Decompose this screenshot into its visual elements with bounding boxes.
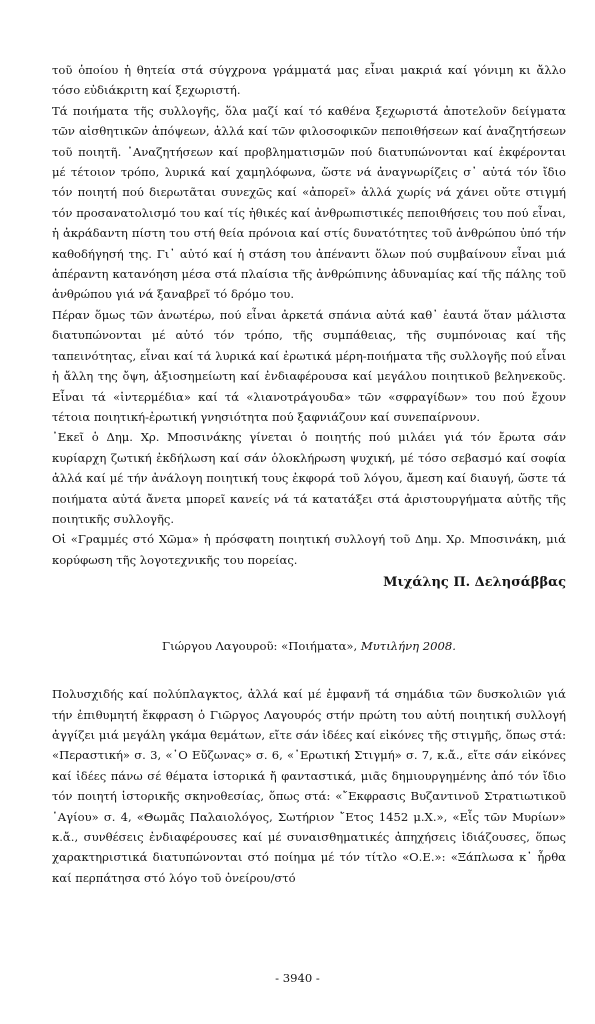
review-heading xyxy=(52,636,566,656)
reviewer-signature: Μιχάλης Π. Δελησάββας xyxy=(383,575,566,591)
paragraph-continuation: τοῦ ὁποίου ἡ θητεία στά σύγχρονα γράμματά μας εἶναι μακριά καί γόνιμη κι ἄλλο τόσο εὐδιάκριτη καί ξεχωριστή. xyxy=(52,63,566,98)
paragraph-lyrical-erotic: Πέραν ὅμως τῶν ἀνωτέρω, πού εἶναι ἀρκετά σπάνια αὐτά καθ᾿ ἑαυτά ὅταν μάλιστα διατυπώνονται μέ αὐτό τόν τρόπο, τῆς συμπάθειας, τῆς συμπόνοιας καί τῆς ταπεινότητας, εἶναι καί τά λυρικά καί ἐρωτικά μέρη-ποιήματα τῆς συλλογῆς πού εἶναι ἡ ἄλλη της ὄψη, ἀξιοσημείωτη καί ἐνδιαφέρουσα καί μεγάλου ποιητικοῦ βεληνεκοῦς. Εἶναι τά «ἰντερμέδια» καί τά «λιανοτράγουδα» τῶν «σφραγίδων» του πού ἔχουν τέτοια ποιητική-ἐρωτική γνησιότητα πού ξαφνιάζουν καί συνεπαίρνουν. xyxy=(52,307,566,424)
paragraph-conclusion: Οἱ «Γραμμές στό Χῶμα» ἡ πρόσφατη ποιητική συλλογή τοῦ Δημ. Χρ. Μποσινάκη, μιά κορύφωση τῆς λογοτεχνικῆς του πορείας. xyxy=(52,532,566,567)
page-body xyxy=(52,60,566,888)
paragraph-collection-poems: Τά ποιήματα τῆς συλλογῆς, ὅλα μαζί καί τό καθένα ξεχωριστά ἀποτελοῦν δείγματα τῶν αἰσθητικῶν ἀπόψεων, ἀλλά καί τῶν φιλοσοφικῶν πεποιθήσεων καί ἀναζητήσεων τοῦ ποιητῆ. ᾿Αναζητήσεων καί προβληματισμῶν πού διατυπώνονται καί ἐκφέρονται μέ τέτοιον τρόπο, λυρικά καί χαμηλόφωνα, ὥστε νά ἀναγνωρίζεις σ᾿ αὐτά τόν ἴδιο τόν ποιητή πού διερωτᾶται συνεχῶς καί «ἀπορεῖ» ἀλλά χωρίς νά χάνει οὔτε στιγμή τόν προσανατολισμό του καί τίς ἠθικές καί ἀνθρωπιστικές πεποιθήσεις του πού εἶναι, ἡ ἀκράδαντη πίστη του στή θεία πρόνοια καί στίς δυνατότητες τοῦ ἀνθρώπου ὑπό τήν καθοδήγησή της. Γι᾿ αὐτό καί ἡ στάση του ἀπέναντι ὅλων πού συμβαίνουν εἶναι μιά ἀπέραντη κατανόηση μέσα στά πλαίσια τῆς ἀνθρώπινης ἀδυναμίας καί τῆς πάλης τοῦ ἀνθρώπου γιά νά ξαναβρεῖ τό δρόμο του. xyxy=(52,103,566,302)
page-number: - 3940 - xyxy=(275,971,320,985)
review-heading-title: Γιώργου Λαγουροῦ: «Ποιήματα», xyxy=(162,639,361,654)
review-heading-place: Μυτιλήνη 2008. xyxy=(360,639,456,654)
paragraph-poet-love: ᾿Εκεῖ ὁ Δημ. Χρ. Μποσινάκης γίνεται ὁ ποιητής πού μιλάει γιά τόν ἔρωτα σάν κυρίαρχη ζωτική ἐκδήλωση καί σάν ὁλοκλήρωση ψυχική, μέ τόσο σεβασμό καί σοφία ἀλλά καί μέ τήν ἀνάλογη ποιητική τους ἐκφορά τοῦ λόγου, ἄμεση καί διαυγή, ὥστε τά ποιήματα αὐτά ἄνετα μπορεῖ κανείς νά τά κατατάξει στά ἀριστουργήματα αὐτῆς τῆς ποιητικῆς συλλογῆς. xyxy=(52,430,566,526)
paragraph-review-intro: Πολυσχιδής καί πολύπλαγκτος, ἀλλά καί μέ ἐμφανῆ τά σημάδια τῶν δυσκολιῶν γιά τήν ἐπιθυμητή ἔκφραση ὁ Γιῶργος Λαγουρός στήν πρώτη του αὐτή ποιητική συλλογή ἀγγίζει μιά μεγάλη γκάμα θεμάτων, εἴτε σάν ἰδέες καί εἰκόνες τῆς στιγμῆς, ὅπως στά: «Περαστική» σ. 3, «῾Ο Εὔζωνας» σ. 6, «᾿Ερωτική Στιγμή» σ. 7, κ.ἄ., εἴτε σάν εἰκόνες καί ἰδέες πάνω σέ θέματα ἱστορικά ἤ φανταστικά, μιᾶς δημιουργημένης ἀπό τόν ἴδιο τόν ποιητή ἱστορικῆς σκηνοθεσίας, ὅπως στά: «῎Εκφρασις Βυζαντινοῦ Στρατιωτικοῦ ῾Αγίου» σ. 4, «Θωμᾶς Παλαιολόγος, Σωτήριον ῎Ετος 1452 μ.Χ.», «Εἷς τῶν Μυρίων» κ.ἄ., συνθέσεις ἐνδιαφέρουσες καί μέ συναισθηματικές ἀπηχήσεις ἰδιάζουσες, ὅπως χαρακτηριστικά διατυπώνονται στό ποίημα μέ τόν τίτλο «Ο.Ε.»: «Ξάπλωσα κ᾿ ἦρθα καί περπάτησα στό λόγο τοῦ ὀνείρου/στό xyxy=(52,687,566,885)
